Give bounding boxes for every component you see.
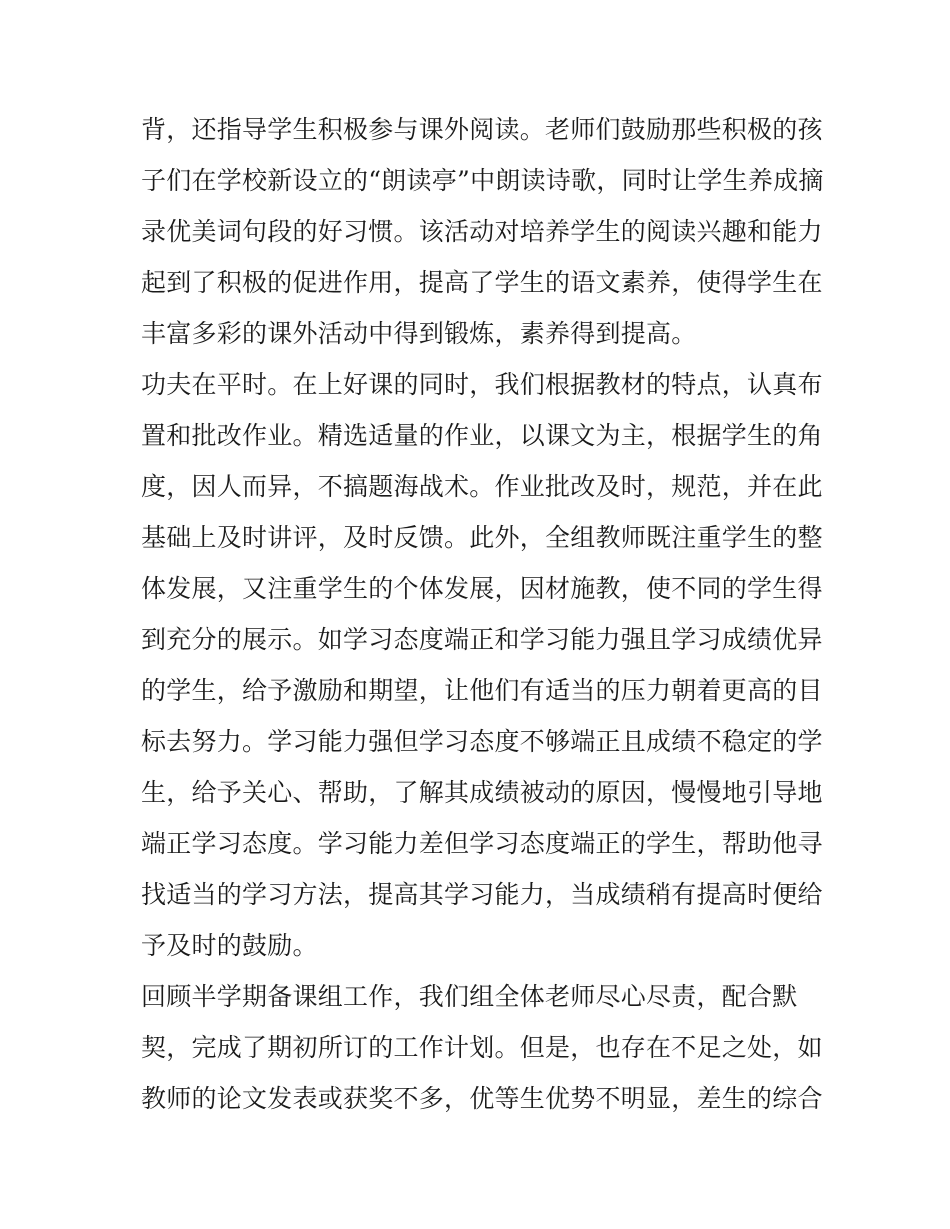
text-line: 到充分的展示。如学习态度端正和学习能力强且学习成绩优异	[141, 625, 823, 654]
text-line: 的学生，给予激励和期望，让他们有适当的压力朝着更高的目	[141, 676, 823, 705]
text-line: 起到了积极的促进作用，提高了学生的语文素养，使得学生在	[141, 268, 823, 297]
text-line: 体发展，又注重学生的个体发展，因材施教，使不同的学生得	[141, 574, 823, 603]
text-line: 背，还指导学生积极参与课外阅读。老师们鼓励那些积极的孩	[141, 115, 823, 144]
text-line: 教师的论文发表或获奖不多，优等生优势不明显，差生的综合	[141, 1084, 823, 1113]
text-line: 契，完成了期初所订的工作计划。但是，也存在不足之处，如	[141, 1033, 823, 1062]
text-line: 找适当的学习方法，提高其学习能力，当成绩稍有提高时便给	[141, 880, 823, 909]
text-line: 置和批改作业。精选适量的作业，以课文为主，根据学生的角	[141, 421, 823, 450]
text-line: 子们在学校新设立的“朗读亭”中朗读诗歌，同时让学生养成摘	[141, 166, 824, 195]
text-line: 度，因人而异，不搞题海战术。作业批改及时，规范，并在此	[141, 472, 823, 501]
text-line: 标去努力。学习能力强但学习态度不够端正且成绩不稳定的学	[141, 727, 823, 756]
text-line: 功夫在平时。在上好课的同时，我们根据教材的特点，认真布	[141, 370, 823, 399]
text-line: 端正学习态度。学习能力差但学习态度端正的学生，帮助他寻	[141, 829, 823, 858]
text-line: 予及时的鼓励。	[141, 931, 318, 960]
text-line: 基础上及时讲评，及时反馈。此外，全组教师既注重学生的整	[141, 523, 823, 552]
text-line: 丰富多彩的课外活动中得到锻炼，素养得到提高。	[141, 319, 697, 348]
text-line: 生，给予关心、帮助，了解其成绩被动的原因，慢慢地引导地	[141, 778, 823, 807]
text-line: 回顾半学期备课组工作，我们组全体老师尽心尽责，配合默	[141, 982, 798, 1011]
text-line: 录优美词句段的好习惯。该活动对培养学生的阅读兴趣和能力	[141, 217, 823, 246]
